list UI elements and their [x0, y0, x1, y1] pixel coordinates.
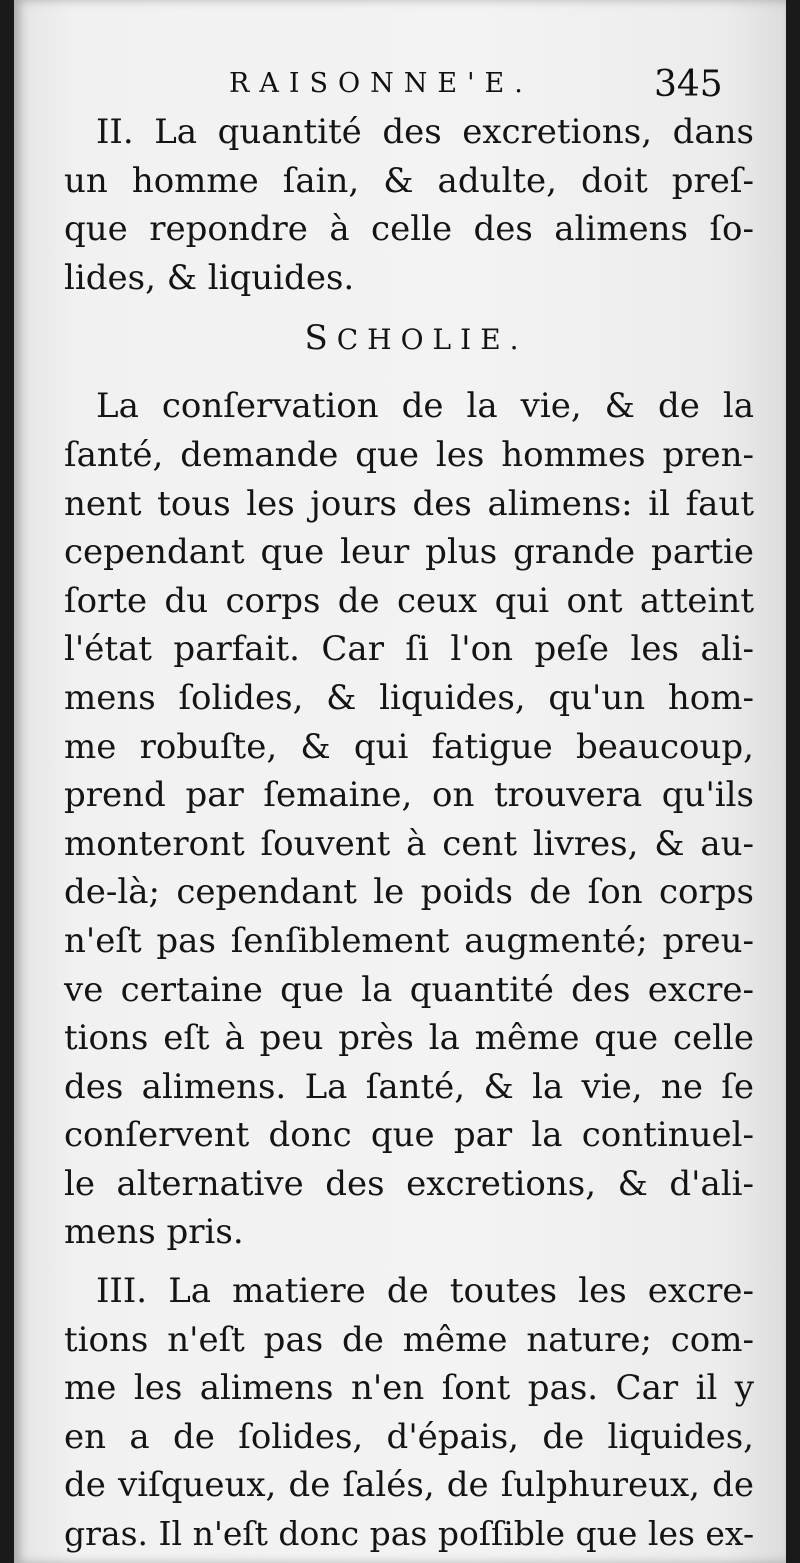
text-line: que repondre à celle des alimens ſo- [64, 209, 754, 250]
text-line: de viſqueux, de ſalés, de ſulphureux, de [64, 1465, 754, 1506]
text-line: des alimens. La ſanté, & la vie, ne ſe [64, 1066, 754, 1107]
text-line: mens ſolides, & liquides, qu'un hom- [64, 677, 754, 718]
text-line: II. La quantité des excretions, dans [96, 112, 754, 152]
text-line: conſervent donc que par la continuel- [64, 1115, 754, 1156]
text-line: un homme ſain, & adulte, doit preſ- [64, 160, 754, 201]
text-line: prend par ſemaine, on trouvera qu'ils [64, 775, 754, 816]
heading-initial: S [304, 318, 337, 359]
section-heading [64, 302, 754, 382]
text-line: gras. Il n'eſt donc pas poſſible que les ex- [64, 1514, 755, 1554]
running-title: RAISONNE'E. [229, 68, 533, 99]
paragraph-ii [64, 108, 754, 302]
book-page [14, 0, 786, 1563]
text-line: ve certaine que la quantité des excre- [64, 969, 754, 1010]
text-line: cependant que leur plus grande partie [64, 532, 754, 573]
text-line: tions eſt à peu près la même que celle [64, 1018, 754, 1059]
page-body [64, 108, 754, 1559]
page-number: 345 [654, 64, 723, 105]
text-line: nent tous les jours des alimens: il faut [64, 483, 754, 524]
text-line: lides, & liquides. [64, 257, 355, 298]
text-line: ſorte du corps de ceux qui ont atteint [64, 580, 754, 621]
text-line: me les alimens n'en ſont pas. Car il y [64, 1368, 754, 1409]
text-line: n'eſt pas ſenſiblement augmenté; preu- [64, 920, 754, 961]
text-line: en a de ſolides, d'épais, de liquides, [64, 1416, 754, 1457]
text-line: ſanté, demande que les hommes pren- [64, 434, 754, 475]
text-line: monteront ſouvent à cent livres, & au- [64, 823, 754, 864]
paragraph-gap [64, 1257, 754, 1267]
text-line: III. La matiere de toutes les excre- [96, 1271, 754, 1312]
text-line: l'état parfait. Car ſi l'on peſe les ali- [64, 629, 754, 670]
heading-rest: CHOLIE. [336, 323, 528, 357]
paragraph-iii [64, 1267, 754, 1559]
text-line: tions n'eſt pas de même nature; com- [64, 1319, 754, 1360]
scholie-paragraph [64, 382, 754, 1257]
text-line: me robuſte, & qui fatigue beaucoup, [64, 726, 754, 767]
text-line: de-là; cependant le poids de ſon corps [64, 872, 754, 913]
text-line: le alternative des excretions, & d'ali- [64, 1163, 754, 1204]
text-line: La conſervation de la vie, & de la [96, 386, 754, 427]
page-header [14, 64, 786, 108]
text-line: mens pris. [64, 1212, 244, 1253]
